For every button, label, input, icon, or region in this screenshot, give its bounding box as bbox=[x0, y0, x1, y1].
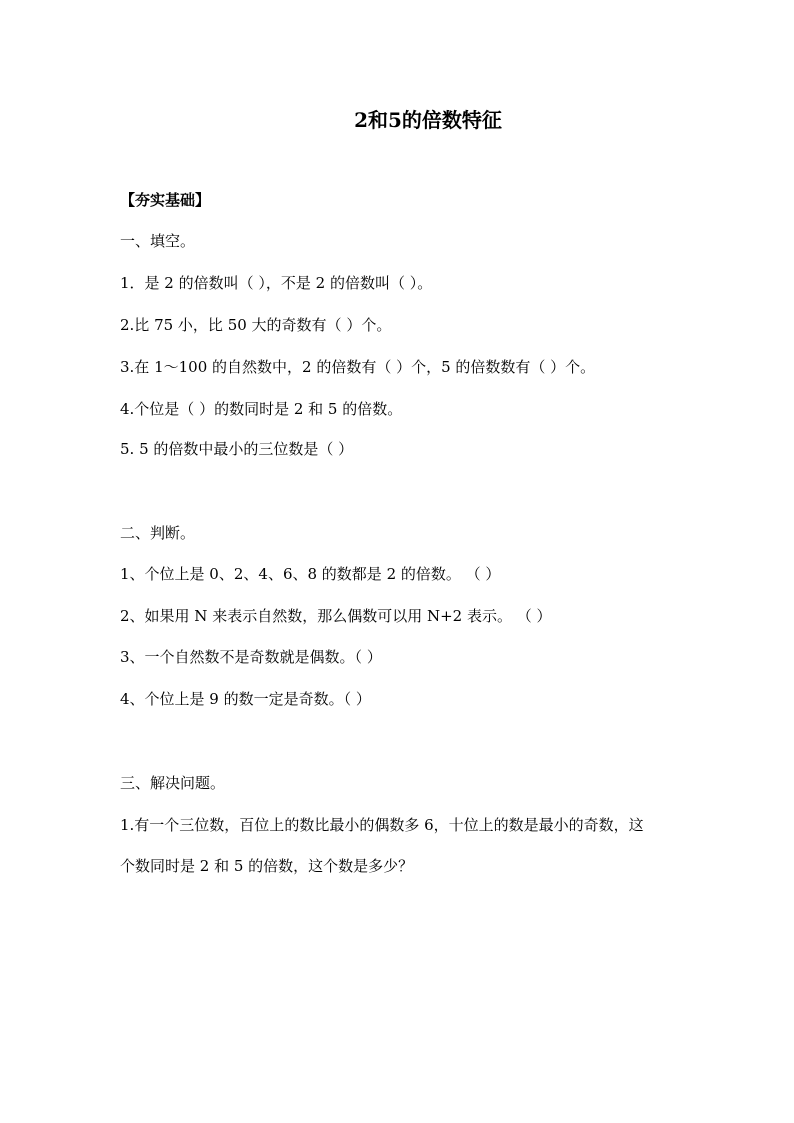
fill-blank-item: 5. 5 的倍数中最小的三位数是（ ） bbox=[120, 440, 354, 458]
section-label: 【夯实基础】 bbox=[120, 191, 211, 209]
judgment-item: 4、个位上是 9 的数一定是奇数。（ ） bbox=[120, 690, 371, 708]
fill-blank-item: 1．是 2 的倍数叫（ ），不是 2 的倍数叫（ ）。 bbox=[120, 274, 433, 292]
problem-text-line1: 1.有一个三位数，百位上的数比最小的偶数多 6，十位上的数是最小的奇数，这 bbox=[120, 816, 644, 834]
fill-blank-item: 3.在 1～100 的自然数中，2 的倍数有（ ）个，5 的倍数数有（ ）个。 bbox=[120, 358, 596, 376]
judgment-item: 2、如果用 N 来表示自然数，那么偶数可以用 N+2 表示。 （ ） bbox=[120, 607, 552, 625]
part2-heading: 二、判断。 bbox=[120, 524, 196, 542]
part3-heading: 三、解决问题。 bbox=[120, 774, 226, 792]
judgment-item: 3、一个自然数不是奇数就是偶数。（ ） bbox=[120, 648, 382, 666]
fill-blank-item: 4.个位是（ ）的数同时是 2 和 5 的倍数。 bbox=[120, 400, 403, 418]
part1-heading: 一、填空。 bbox=[120, 232, 196, 250]
page-title: 2和5的倍数特征 bbox=[354, 108, 502, 132]
judgment-item: 1、个位上是 0、2、4、6、8 的数都是 2 的倍数。 （ ） bbox=[120, 565, 501, 583]
problem-text-line2: 个数同时是 2 和 5 的倍数，这个数是多少？ bbox=[120, 857, 414, 875]
fill-blank-item: 2.比 75 小，比 50 大的奇数有（ ）个。 bbox=[120, 316, 392, 334]
